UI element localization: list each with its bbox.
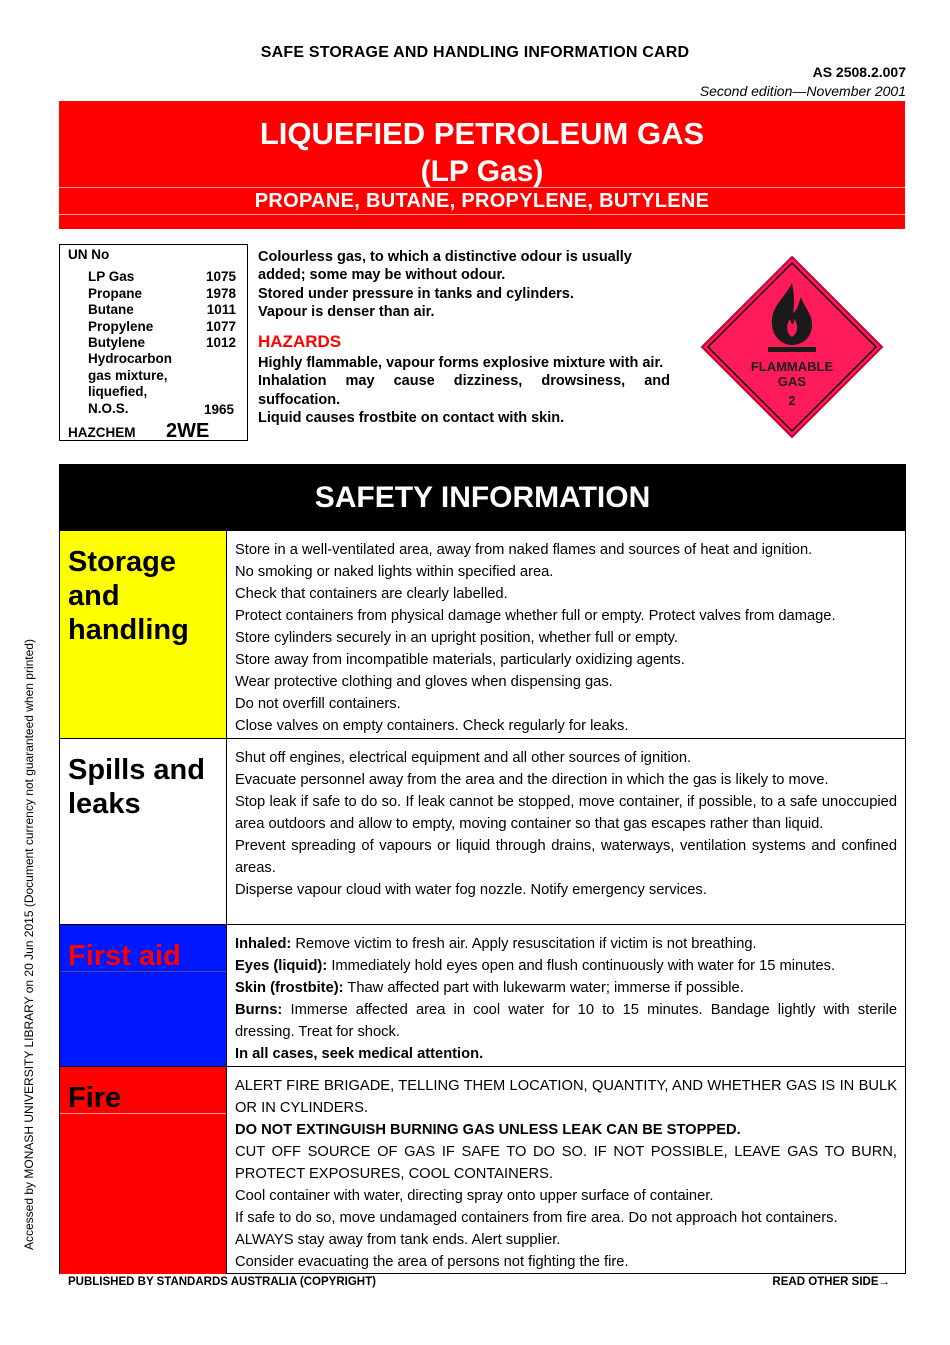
storage-line: Wear protective clothing and gloves when dispensing gas. — [235, 674, 613, 690]
spills-body — [235, 747, 897, 901]
flammable-gas-placard — [700, 255, 884, 439]
un-row-number: 1012 — [205, 335, 236, 350]
fire-line: Consider evacuating the area of persons not fighting the fire. — [235, 1254, 629, 1270]
storage-label: Storage and handling — [68, 546, 189, 646]
hazchem-label: HAZCHEM — [68, 425, 136, 440]
storage-line: Store cylinders securely in an upright position, whether full or empty. — [235, 630, 679, 646]
fire-line: If safe to do so, move undamaged containers from fire area. Do not approach hot containers. — [235, 1210, 838, 1226]
spills-line: Evacuate personnel away from the area and the direction in which the gas is likely to move. — [235, 772, 829, 788]
storage-line: No smoking or naked lights within specified area. — [235, 564, 554, 580]
first-aid-item — [235, 955, 897, 977]
safety-information-title: SAFETY INFORMATION — [59, 464, 906, 530]
hazchem-code: 2WE — [166, 420, 210, 442]
fire-line-bold: DO NOT EXTINGUISH BURNING GAS UNLESS LEAK CAN BE STOPPED. — [235, 1122, 741, 1138]
un-row-number: 1077 — [205, 318, 236, 334]
storage-line: Check that containers are clearly labelled. — [235, 586, 508, 602]
first-aid-label-cell — [60, 925, 227, 1066]
un-hydrocarbon-number: 1965 — [203, 402, 234, 417]
storage-body — [235, 539, 897, 737]
un-row-number: 1978 — [205, 285, 236, 301]
card-title: SAFE STORAGE AND HANDLING INFORMATION CARD — [260, 44, 690, 61]
fire-body — [235, 1075, 897, 1273]
fire-label: Fire — [68, 1082, 122, 1114]
first-aid-term: Eyes (liquid): — [235, 958, 328, 974]
product-description — [258, 248, 670, 321]
fire-label-cell — [60, 1067, 227, 1274]
fire-line: ALERT FIRE BRIGADE, TELLING THEM LOCATION, QUANTITY, AND WHETHER GAS IS IN BULK OR IN CYLINDERS. — [235, 1078, 897, 1116]
storage-line: Protect containers from physical damage whether full or empty. Protect valves from damage. — [235, 608, 836, 624]
un-row-name: Butylene — [88, 335, 146, 350]
first-aid-text: Thaw affected part with lukewarm water; immerse if possible. — [347, 980, 744, 996]
placard-line2: GAS — [777, 374, 807, 389]
fire-line: Cool container with water, directing spray onto upper surface of container. — [235, 1188, 714, 1204]
un-row-number: 1075 — [205, 269, 236, 284]
un-row-name: LP Gas — [88, 269, 135, 284]
first-aid-label: First aid — [68, 940, 181, 972]
read-other-side-label: READ OTHER SIDE — [772, 1276, 879, 1288]
first-aid-text: Remove victim to fresh air. Apply resuscitation if victim is not breathing. — [295, 936, 757, 952]
product-synonyms: PROPANE, BUTANE, PROPYLENE, BUTYLENE — [254, 190, 710, 212]
un-hydrocarbon-name: Hydrocarbon gas mixture, liquefied, N.O.S. — [88, 351, 173, 416]
first-aid-item — [235, 977, 897, 999]
storage-section — [60, 531, 905, 739]
arrow-right-icon: → — [878, 1276, 890, 1288]
storage-line: Store away from incompatible materials, particularly oxidizing agents. — [235, 652, 685, 668]
first-aid-final: In all cases, seek medical attention. — [235, 1046, 484, 1062]
hazard-line: Inhalation may cause dizziness, drowsiness, and suffocation. — [258, 373, 670, 408]
un-row-name: Butane — [88, 302, 134, 317]
publisher-note: PUBLISHED BY STANDARDS AUSTRALIA (COPYRIGHT) — [68, 1276, 376, 1288]
un-row-number: 1011 — [206, 302, 236, 317]
spills-line: Disperse vapour cloud with water fog nozzle. Notify emergency services. — [235, 882, 707, 898]
header-divider — [59, 187, 905, 188]
spills-label: Spills and leaks — [68, 754, 205, 820]
first-aid-term: Inhaled: — [235, 936, 292, 952]
fire-section — [60, 1067, 905, 1274]
first-aid-item — [235, 933, 897, 955]
description-line: Colourless gas, to which a distinctive odour is usually added; some may be without odour. — [258, 249, 632, 284]
description-line: Stored under pressure in tanks and cylinders. — [258, 285, 574, 302]
fire-line: ALWAYS stay away from tank ends. Alert supplier. — [235, 1232, 561, 1248]
read-other-side — [772, 1276, 890, 1288]
storage-label-cell — [60, 531, 227, 738]
first-aid-term: Skin (frostbite): — [235, 980, 344, 996]
placard-line1: FLAMMABLE — [750, 359, 834, 374]
fire-band-line — [60, 1113, 226, 1114]
hazards-text — [258, 354, 670, 427]
product-header — [59, 101, 905, 229]
spills-line: Prevent spreading of vapours or liquid through drains, waterways, ventilation systems and confined areas. — [235, 838, 897, 876]
first-aid-text: Immerse affected area in cool water for 10 to 15 minutes. Bandage lightly with sterile dressing. Treat for shock. — [235, 1002, 897, 1040]
un-label: UN No — [68, 247, 110, 262]
storage-line: Store in a well-ventilated area, away from naked flames and sources of heat and ignition. — [235, 542, 813, 558]
first-aid-band-line — [60, 971, 226, 972]
un-row-name: Propane — [88, 285, 143, 301]
access-note: Accessed by MONASH UNIVERSITY LIBRARY on 20 Jun 2015 (Document currency not guaranteed when printed) — [22, 639, 36, 1250]
storage-line: Do not overfill containers. — [235, 696, 401, 712]
placard-class: 2 — [788, 393, 796, 408]
edition-note: Second edition—November 2001 — [699, 83, 906, 99]
standard-number: AS 2508.2.007 — [812, 64, 906, 80]
storage-line: Close valves on empty containers. Check regularly for leaks. — [235, 718, 629, 734]
first-aid-term: Burns: — [235, 1002, 283, 1018]
header-divider-lower — [59, 214, 905, 215]
un-number-box — [59, 244, 248, 441]
spills-label-cell — [60, 739, 227, 924]
first-aid-text: Immediately hold eyes open and flush continuously with water for 15 minutes. — [331, 958, 836, 974]
first-aid-item — [235, 999, 897, 1043]
spills-section — [60, 739, 905, 925]
hazard-line: Liquid causes frostbite on contact with skin. — [258, 409, 565, 426]
product-name: LIQUEFIED PETROLEUM GAS — [259, 116, 705, 151]
hazard-line: Highly flammable, vapour forms explosive mixture with air. — [258, 355, 664, 371]
safety-table — [59, 530, 906, 1274]
product-short-name: (LP Gas) — [420, 155, 544, 188]
fire-line: CUT OFF SOURCE OF GAS IF SAFE TO DO SO. IF NOT POSSIBLE, LEAVE GAS TO BURN, PROTECT EXPOSURES, COOL CONTAINERS. — [235, 1144, 897, 1182]
first-aid-section — [60, 925, 905, 1067]
hazards-title: HAZARDS — [258, 332, 342, 351]
first-aid-body — [235, 933, 897, 1065]
un-row-name: Propylene — [88, 318, 154, 334]
description-line: Vapour is denser than air. — [258, 303, 435, 320]
spills-line: Stop leak if safe to do so. If leak cannot be stopped, move container, if possible, to a safe unoccupied area outdoors and allow to empty, moving container so that gas escapes rather than liquid. — [235, 794, 897, 832]
spills-line: Shut off engines, electrical equipment and all other sources of ignition. — [235, 750, 692, 766]
